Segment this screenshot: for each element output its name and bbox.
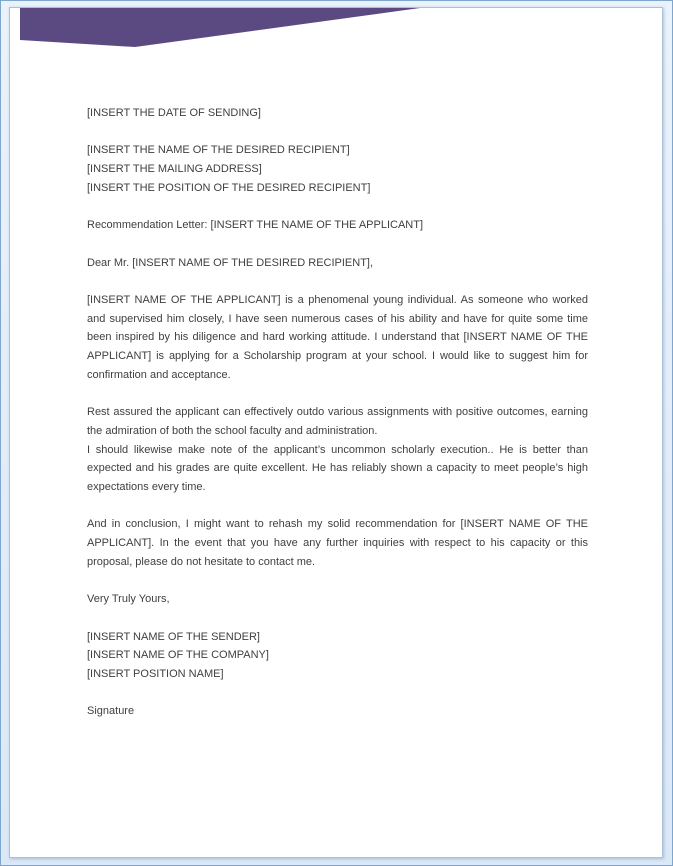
sender-position: [INSERT POSITION NAME] [87,667,224,680]
header-banner-shape [20,8,420,48]
letter-date: [INSERT THE DATE OF SENDING] [87,107,261,119]
letter-closing: Very Truly Yours, [87,593,170,606]
recipient-name: [INSERT THE NAME OF THE DESIRED RECIPIENT] [87,144,350,157]
document-page [9,7,663,858]
recipient-position: [INSERT THE POSITION OF THE DESIRED RECIPIENT] [87,181,371,194]
sender-name: [INSERT NAME OF THE SENDER] [87,630,260,643]
recipient-address: [INSERT THE MAILING ADDRESS] [87,163,262,176]
paragraph-2a: Rest assured the applicant can effectively outdo various assignments with positive outcomes, earning the admiration of both the school faculty and administration. [87,406,588,437]
paragraph-1: [INSERT NAME OF THE APPLICANT] is a phenomenal young individual. As someone who worked and supervised him closely, I have seen numerous cases of his ability and have for quite some time been inspired by his diligence and hard working attitude. I understand that [INSERT NAME OF THE APPLICANT] is applying for a Scholarship program at your school. I would like to suggest him for confirmation and acceptance. [87,293,588,381]
signature-line: Signature [87,705,135,718]
sender-company: [INSERT NAME OF THE COMPANY] [87,649,269,662]
letter-subject: Recommendation Letter: [INSERT THE NAME OF THE APPLICANT] [87,219,424,232]
letter-body [87,104,588,721]
letter-salutation: Dear Mr. [INSERT NAME OF THE DESIRED RECIPIENT], [87,256,374,269]
paragraph-2b: I should likewise make note of the applicant’s uncommon scholarly execution.. He is better than expected and his grades are quite excellent. He has reliably shown a capacity to meet people’s high expectations every time. [87,443,588,493]
paragraph-3: And in conclusion, I might want to rehash my solid recommendation for [INSERT NAME OF THE APPLICANT]. In the event that you have any further inquiries with respect to his capacity or this proposal, please do not hesitate to contact me. [87,518,588,568]
